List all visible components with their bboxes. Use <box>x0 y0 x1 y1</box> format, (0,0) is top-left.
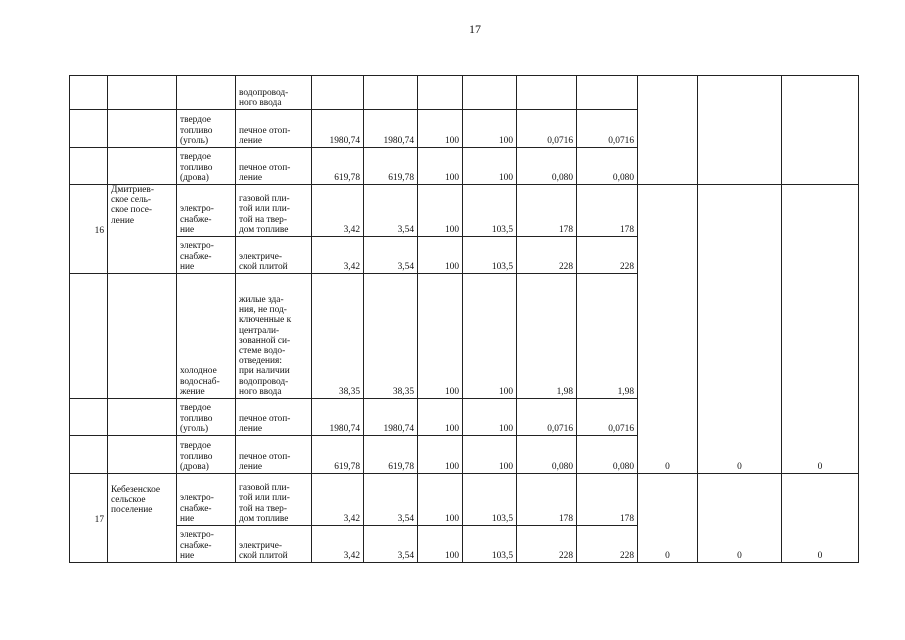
percent-cell: 100 <box>418 185 463 237</box>
settlement-cell <box>108 399 177 436</box>
norm-cell: 178 <box>577 185 638 237</box>
value-cell: 1980,74 <box>364 110 418 148</box>
service-cell: твердое топливо (дрова) <box>177 436 236 474</box>
settlement-cell <box>108 110 177 148</box>
norm-cell: 0,0716 <box>517 110 577 148</box>
norm-cell: 178 <box>577 474 638 526</box>
settlement-cell <box>108 274 177 399</box>
percent-cell: 100 <box>418 436 463 474</box>
table-row <box>70 76 859 110</box>
condition-cell: газовой пли- той или пли- той на твер- дом топливе <box>236 185 312 237</box>
condition-cell: печное отоп- ление <box>236 110 312 148</box>
norm-cell: 0,0716 <box>517 399 577 436</box>
norm-cell <box>577 76 638 110</box>
group-17-value: 0 <box>782 474 859 563</box>
service-cell <box>177 76 236 110</box>
value-cell: 3,54 <box>364 237 418 274</box>
value-cell: 619,78 <box>364 148 418 185</box>
percent-cell: 100 <box>418 474 463 526</box>
norm-cell: 0,080 <box>517 436 577 474</box>
settlement-cell <box>108 148 177 185</box>
norm-cell: 1,98 <box>517 274 577 399</box>
group-17-value: 0 <box>698 474 782 563</box>
percent-cell <box>418 76 463 110</box>
condition-cell: электриче- ской плитой <box>236 237 312 274</box>
percent-cell: 103,5 <box>463 474 517 526</box>
service-cell: электро- снабже- ние <box>177 185 236 237</box>
service-cell: твердое топливо (уголь) <box>177 399 236 436</box>
table-row <box>70 185 859 237</box>
page-number: 17 <box>469 22 481 36</box>
value-cell: 3,42 <box>312 185 364 237</box>
value-cell: 38,35 <box>364 274 418 399</box>
value-cell <box>364 76 418 110</box>
row-number <box>70 399 108 436</box>
value-cell: 3,42 <box>312 526 364 563</box>
percent-cell: 103,5 <box>463 185 517 237</box>
value-cell: 1980,74 <box>364 399 418 436</box>
condition-cell: печное отоп- ление <box>236 148 312 185</box>
value-cell: 619,78 <box>364 436 418 474</box>
value-cell: 1980,74 <box>312 110 364 148</box>
percent-cell: 100 <box>463 274 517 399</box>
value-cell <box>312 76 364 110</box>
value-cell: 38,35 <box>312 274 364 399</box>
row-number <box>70 110 108 148</box>
service-cell: электро- снабже- ние <box>177 526 236 563</box>
group-15-cell <box>698 76 782 185</box>
service-cell: твердое топливо (уголь) <box>177 110 236 148</box>
table-row <box>70 474 859 526</box>
row-number: 17 <box>70 474 108 563</box>
norm-cell: 0,0716 <box>577 110 638 148</box>
condition-cell: жилые зда- ния, не под- ключенные к централи- зованной си- стеме водо- отведения: при наличии водопровод- ного ввода <box>236 274 312 399</box>
percent-cell: 100 <box>418 110 463 148</box>
group-17-value: 0 <box>638 474 698 563</box>
value-cell: 3,42 <box>312 237 364 274</box>
percent-cell <box>463 76 517 110</box>
value-cell: 3,54 <box>364 526 418 563</box>
condition-cell: газовой пли- той или пли- той на твер- дом топливе <box>236 474 312 526</box>
value-cell: 3,54 <box>364 474 418 526</box>
percent-cell: 100 <box>418 526 463 563</box>
norm-cell: 0,0716 <box>577 399 638 436</box>
value-cell: 1980,74 <box>312 399 364 436</box>
condition-cell: печное отоп- ление <box>236 436 312 474</box>
norm-cell: 228 <box>517 237 577 274</box>
norm-cell <box>517 76 577 110</box>
group-16-value: 0 <box>698 185 782 474</box>
group-16-value: 0 <box>782 185 859 474</box>
row-number <box>70 436 108 474</box>
service-cell: электро- снабже- ние <box>177 474 236 526</box>
percent-cell: 100 <box>463 436 517 474</box>
norm-cell: 0,080 <box>577 436 638 474</box>
row-number: 16 <box>70 185 108 274</box>
condition-cell: водопровод- ного ввода <box>236 76 312 110</box>
percent-cell: 100 <box>418 399 463 436</box>
row-number <box>70 148 108 185</box>
percent-cell: 100 <box>463 110 517 148</box>
condition-cell: печное отоп- ление <box>236 399 312 436</box>
group-15-cell <box>638 76 698 185</box>
norm-cell: 178 <box>517 474 577 526</box>
service-cell: электро- снабже- ние <box>177 237 236 274</box>
percent-cell: 100 <box>463 399 517 436</box>
condition-cell: электриче- ской плитой <box>236 526 312 563</box>
norm-cell: 228 <box>577 526 638 563</box>
percent-cell: 100 <box>418 274 463 399</box>
settlement-cell <box>108 436 177 474</box>
percent-cell: 100 <box>463 148 517 185</box>
row-number <box>70 76 108 110</box>
tariff-table <box>69 75 859 563</box>
settlement-cell: Кебезенское сельское поселение <box>108 474 177 563</box>
norm-cell: 178 <box>517 185 577 237</box>
norm-cell: 0,080 <box>577 148 638 185</box>
percent-cell: 100 <box>418 148 463 185</box>
settlement-cell: Дмитриев- ское сель- ское посе- ление <box>108 185 177 274</box>
percent-cell: 100 <box>418 237 463 274</box>
norm-cell: 0,080 <box>517 148 577 185</box>
value-cell: 3,54 <box>364 185 418 237</box>
settlement-cell <box>108 76 177 110</box>
service-cell: твердое топливо (дрова) <box>177 148 236 185</box>
norm-cell: 1,98 <box>577 274 638 399</box>
percent-cell: 103,5 <box>463 237 517 274</box>
value-cell: 619,78 <box>312 436 364 474</box>
row-number <box>70 274 108 399</box>
norm-cell: 228 <box>577 237 638 274</box>
value-cell: 619,78 <box>312 148 364 185</box>
value-cell: 3,42 <box>312 474 364 526</box>
service-cell: холодное водоснаб- жение <box>177 274 236 399</box>
norm-cell: 228 <box>517 526 577 563</box>
percent-cell: 103,5 <box>463 526 517 563</box>
group-16-value: 0 <box>638 185 698 474</box>
group-15-cell <box>782 76 859 185</box>
